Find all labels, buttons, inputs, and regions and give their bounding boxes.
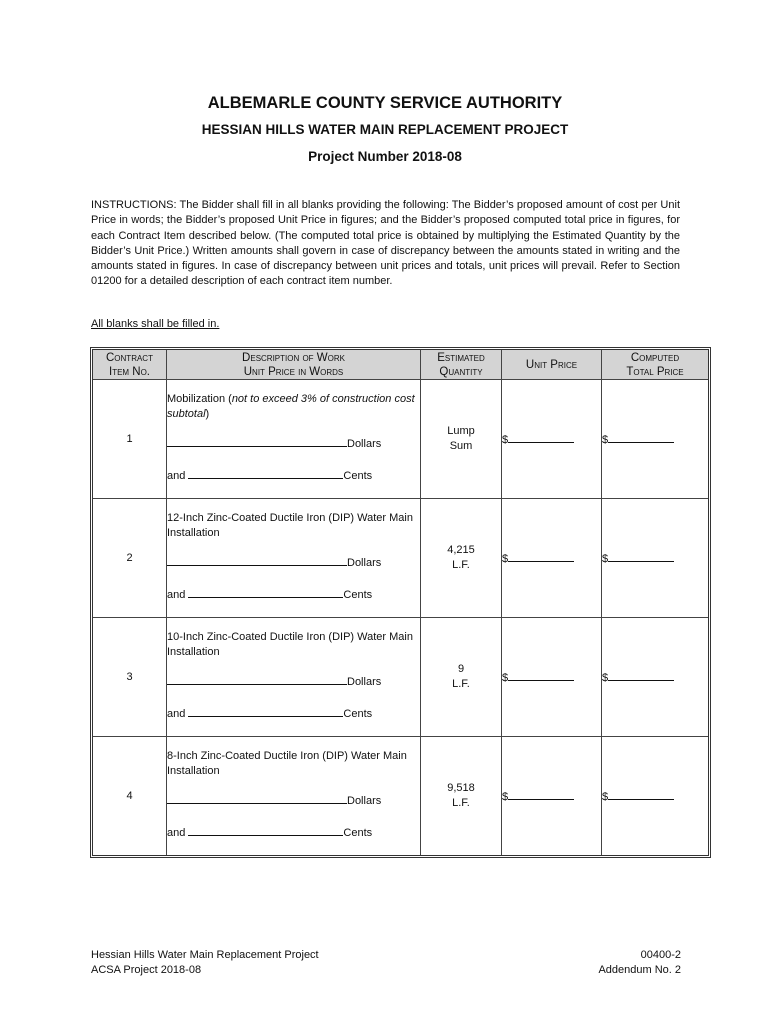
total-price-field[interactable]: $ <box>602 499 708 618</box>
footer-section-number: 00400-2 <box>640 949 681 961</box>
instructions-paragraph: INSTRUCTIONS: The Bidder shall fill in all blanks providing the following: The Bidder’s proposed amount of cost per Unit Price in words; the Bidder’s proposed Unit Price in figures; and the Bidder’s proposed computed total price in figures, for each Contract Item described below. (The computed total price is obtained by multiplying the Estimated Quantity by the Bidder’s Unit Price.) Written amounts shall govern in case of discrepancy between the amounts stated in writing and the amounts stated in figures. In case of discrepancy between unit prices and totals, unit prices will prevail. Refer to Section 01200 for a detailed description of each contract item number. <box>91 199 680 288</box>
estimated-quantity: 9 L.F. <box>421 618 502 737</box>
cents-words-field[interactable]: and Cents <box>167 589 373 601</box>
dollars-words-field[interactable]: Dollars <box>167 555 420 571</box>
organization-title: ALBEMARLE COUNTY SERVICE AUTHORITY <box>207 94 563 112</box>
estimated-quantity: 4,215 L.F. <box>421 499 502 618</box>
estimated-quantity: 9,518 L.F. <box>421 737 502 855</box>
unit-price-field[interactable]: $ <box>502 737 602 855</box>
table-row <box>93 380 708 499</box>
bid-schedule-table <box>90 347 711 858</box>
cents-words-field[interactable]: and Cents <box>167 470 373 482</box>
unit-price-field[interactable]: $ <box>502 618 602 737</box>
project-title: HESSIAN HILLS WATER MAIN REPLACEMENT PROJECT <box>201 122 569 137</box>
header-unit-price: Unit Price <box>502 350 602 380</box>
total-price-blank[interactable] <box>608 432 674 443</box>
cents-blank[interactable] <box>188 706 343 717</box>
total-price-blank[interactable] <box>608 551 674 562</box>
unit-price-blank[interactable] <box>508 670 574 681</box>
blanks-note: All blanks shall be filled in. <box>91 318 220 330</box>
cents-blank[interactable] <box>188 825 343 836</box>
table-row <box>93 499 708 618</box>
total-price-blank[interactable] <box>608 670 674 681</box>
total-price-field[interactable]: $ <box>602 380 708 499</box>
estimated-quantity: Lump Sum <box>421 380 502 499</box>
item-number: 2 <box>93 499 167 618</box>
item-description: 8-Inch Zinc-Coated Ductile Iron (DIP) Water Main Installation <box>167 750 407 777</box>
total-price-field[interactable]: $ <box>602 737 708 855</box>
table-row <box>93 618 708 737</box>
dollars-blank[interactable] <box>167 555 347 566</box>
unit-price-field[interactable]: $ <box>502 380 602 499</box>
item-number: 4 <box>93 737 167 855</box>
header-contract-item: Contract Item No. <box>93 350 167 380</box>
item-description: 10-Inch Zinc-Coated Ductile Iron (DIP) Water Main Installation <box>167 631 413 658</box>
item-number: 1 <box>93 380 167 499</box>
header-estimated-quantity: Estimated Quantity <box>421 350 502 380</box>
item-number: 3 <box>93 618 167 737</box>
unit-price-blank[interactable] <box>508 432 574 443</box>
unit-price-blank[interactable] <box>508 789 574 800</box>
item-description-cell <box>167 499 421 618</box>
footer-project-name: Hessian Hills Water Main Replacement Project <box>91 949 319 961</box>
total-price-blank[interactable] <box>608 789 674 800</box>
table-header-row <box>93 350 708 380</box>
cents-words-field[interactable]: and Cents <box>167 827 373 839</box>
item-description-cell <box>167 737 421 855</box>
footer-right <box>598 948 681 978</box>
header-description: Description of Work Unit Price in Words <box>167 350 421 380</box>
header-computed-total: Computed Total Price <box>602 350 708 380</box>
dollars-blank[interactable] <box>167 793 347 804</box>
item-description: 12-Inch Zinc-Coated Ductile Iron (DIP) Water Main Installation <box>167 512 413 539</box>
dollars-blank[interactable] <box>167 674 347 685</box>
unit-price-field[interactable]: $ <box>502 499 602 618</box>
cents-blank[interactable] <box>188 587 343 598</box>
item-description: Mobilization (not to exceed 3% of construction cost subtotal) <box>167 393 415 420</box>
footer-addendum: Addendum No. 2 <box>598 964 681 976</box>
item-description-cell <box>167 380 421 499</box>
footer-project-number: ACSA Project 2018-08 <box>91 964 202 976</box>
footer-left <box>91 948 319 978</box>
project-number: Project Number 2018-08 <box>308 149 462 164</box>
dollars-blank[interactable] <box>167 436 347 447</box>
dollars-words-field[interactable]: Dollars <box>167 674 420 690</box>
item-description-cell <box>167 618 421 737</box>
unit-price-blank[interactable] <box>508 551 574 562</box>
cents-blank[interactable] <box>188 468 343 479</box>
cents-words-field[interactable]: and Cents <box>167 708 373 720</box>
dollars-words-field[interactable]: Dollars <box>167 793 420 809</box>
dollars-words-field[interactable]: Dollars <box>167 436 420 452</box>
total-price-field[interactable]: $ <box>602 618 708 737</box>
table-row <box>93 737 708 855</box>
